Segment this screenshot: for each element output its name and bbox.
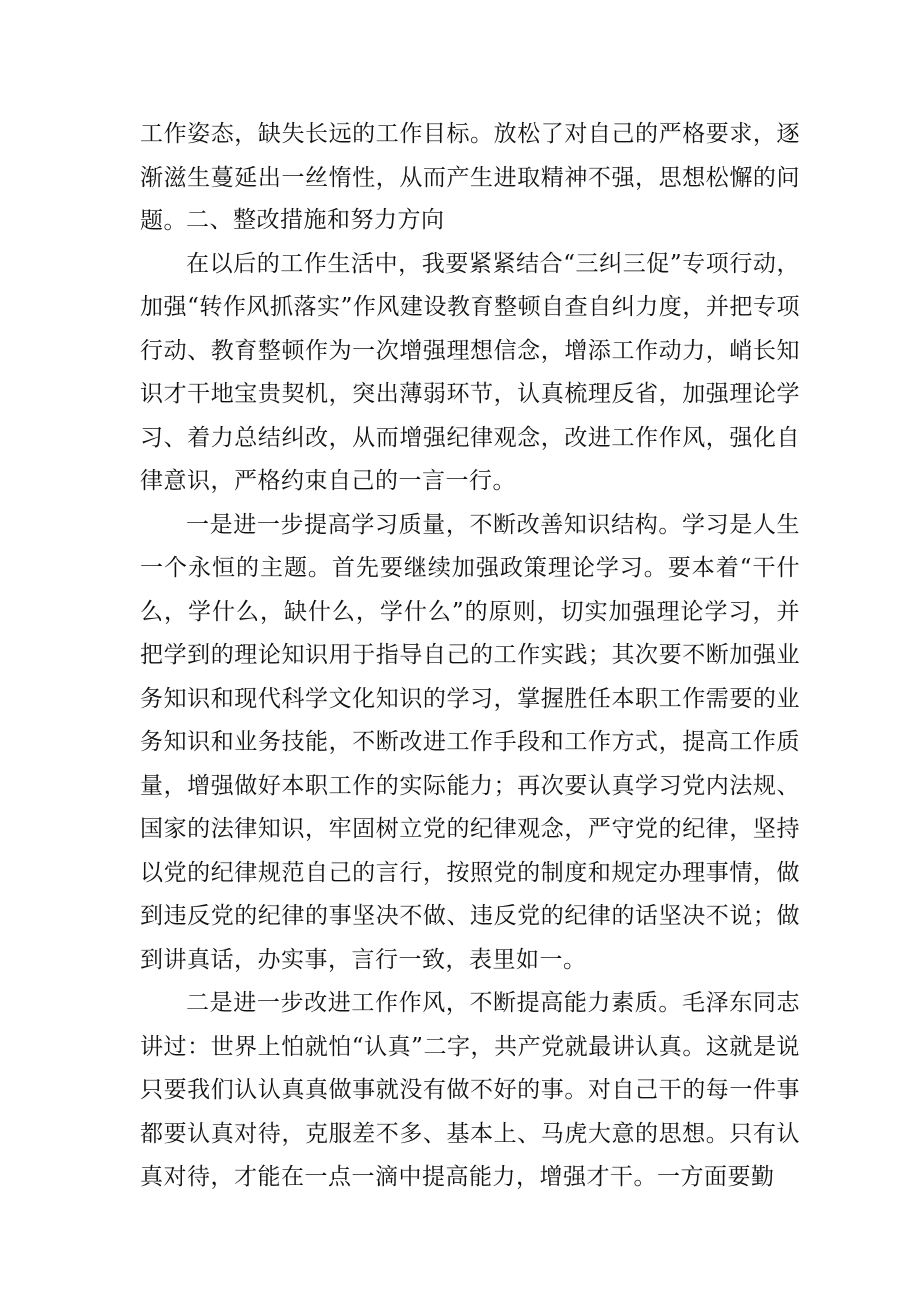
- section-heading: 二、整改措施和努力方向: [186, 207, 445, 233]
- paragraph-study: 一是进一步提高学习质量，不断改善知识结构。学习是人生一个永恒的主题。首先要继续加强政策理论学习。要本着“干什么，学什么，缺什么，学什么”的原则，切实加强理论学习，并把学到的理论知识用于指导自己的工作实践；其次要不断加强业务知识和现代科学文化知识的学习，掌握胜任本职工作需要的业务知识和业务技能，不断改进工作手段和工作方式，提高工作质量，增强做好本职工作的实际能力；再次要认真学习党内法规、国家的法律知识，牢固树立党的纪律观念，严守党的纪律，坚持以党的纪律规范自己的言行，按照党的制度和规定办理事情，做到违反党的纪律的事坚决不做、违反党的纪律的话坚决不说；做到讲真话，办实事，言行一致，表里如一。: [140, 511, 800, 973]
- continuation-paragraph: 工作姿态，缺失长远的工作目标。放松了对自己的严格要求，逐渐滋生蔓延出一丝惰性，从而产生进取精神不强，思想松懈的问题。: [140, 121, 800, 234]
- paragraph-work-style: 二是进一步改进工作作风，不断提高能力素质。毛泽东同志讲过：世界上怕就怕“认真”二字，共产党就最讲认真。这就是说只要我们认认真真做事就没有做不好的事。对自己干的每一件事都要认真对待，克服差不多、基本上、马虎大意的思想。只有认真对待，才能在一点一滴中提高能力，增强才干。一方面要勤: [140, 990, 800, 1190]
- section-two: [140, 199, 800, 1200]
- paragraph-intro: 在以后的工作生活中，我要紧紧结合“三纠三促”专项行动，加强“转作风抓落实”作风建设教育整顿自查自纠力度，并把专项行动、教育整顿作为一次增强理想信念，增添工作动力，峭长知识才干地宝贵契机，突出薄弱环节，认真梳理反省，加强理论学习、着力总结纠改，从而增强纪律观念，改进工作作风，强化自律意识，严格约束自己的一言一行。: [140, 250, 800, 494]
